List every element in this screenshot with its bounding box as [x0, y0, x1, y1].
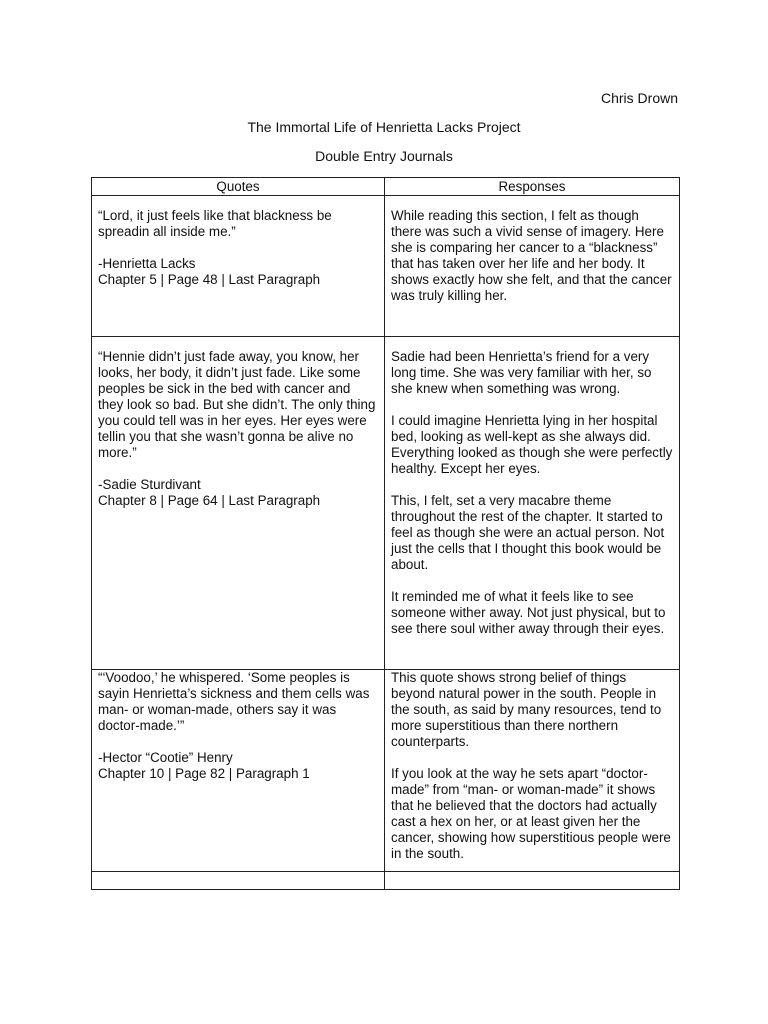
quote-speaker: -Hector “Cootie” Henry — [98, 750, 233, 765]
quote-text: “‘Voodoo,’ he whispered. ‘Some peoples is sayin Henrietta’s sickness and them cells was man- or woman-made, others say it was doctor-made.’” — [98, 670, 370, 733]
quotes-column-header: Quotes — [92, 178, 385, 196]
quote-speaker: -Henrietta Lacks — [98, 256, 196, 271]
quote-text: “Hennie didn’t just fade away, you know, her looks, her body, it didn’t just fade. Like some peoples be sick in the bed with cancer and they look so bad. But she didn’t. The only thing you could tell was in her eyes. Her eyes were tellin you that she wasn’t gonna be alive no more.” — [98, 349, 376, 460]
response-paragraph: While reading this section, I felt as though there was such a vivid sense of imagery. Here she is comparing her cancer to a “blackness” that has taken over her life and her body. It shows exactly how she felt, and that the cancer was truly killing her. — [391, 208, 672, 303]
empty-response-cell — [385, 872, 680, 890]
response-paragraph: This quote shows strong belief of things beyond natural power in the south. People in the south, as said by many resources, tend to more superstitious than there northern counterparts. — [391, 670, 662, 749]
table-row — [92, 196, 680, 337]
response-cell — [385, 337, 680, 670]
quote-text: “Lord, it just feels like that blackness be spreadin all inside me.” — [98, 208, 332, 239]
quote-citation: Chapter 5 | Page 48 | Last Paragraph — [98, 272, 321, 287]
quote-speaker: -Sadie Sturdivant — [98, 477, 201, 492]
empty-table-row — [92, 872, 680, 890]
response-paragraph: It reminded me of what it feels like to see someone wither away. Not just physical, but to see there soul wither away through their eyes. — [391, 589, 666, 636]
response-paragraph: This, I felt, set a very macabre theme throughout the rest of the chapter. It started to feel as though she were an actual person. Not just the cells that I thought this book would be about. — [391, 493, 665, 572]
document-subtitle: Double Entry Journals — [315, 148, 453, 164]
quote-cell — [92, 670, 385, 872]
empty-quote-cell — [92, 872, 385, 890]
document-title: The Immortal Life of Henrietta Lacks Project — [247, 119, 521, 135]
quote-citation: Chapter 10 | Page 82 | Paragraph 1 — [98, 766, 310, 781]
response-paragraph: I could imagine Henrietta lying in her hospital bed, looking as well-kept as she always did. Everything looked as though she were perfectly healthy. Except her eyes. — [391, 413, 673, 476]
response-cell — [385, 196, 680, 337]
double-entry-journal-table — [91, 177, 680, 890]
table-row — [92, 337, 680, 670]
responses-column-header: Responses — [385, 178, 680, 196]
response-paragraph: If you look at the way he sets apart “doctor-made” from “man- or woman-made” it shows that he believed that the doctors had actually cast a hex on her, or at least given her the cancer, showing how superstitious people were in the south. — [391, 766, 671, 861]
table-row — [92, 670, 680, 872]
table-header-row — [92, 178, 680, 196]
quote-cell — [92, 337, 385, 670]
quote-cell — [92, 196, 385, 337]
author-name: Chris Drown — [600, 90, 678, 106]
quote-citation: Chapter 8 | Page 64 | Last Paragraph — [98, 493, 321, 508]
response-cell — [385, 670, 680, 872]
response-paragraph: Sadie had been Henrietta’s friend for a very long time. She was very familiar with her, so she knew when something was wrong. — [391, 349, 652, 396]
